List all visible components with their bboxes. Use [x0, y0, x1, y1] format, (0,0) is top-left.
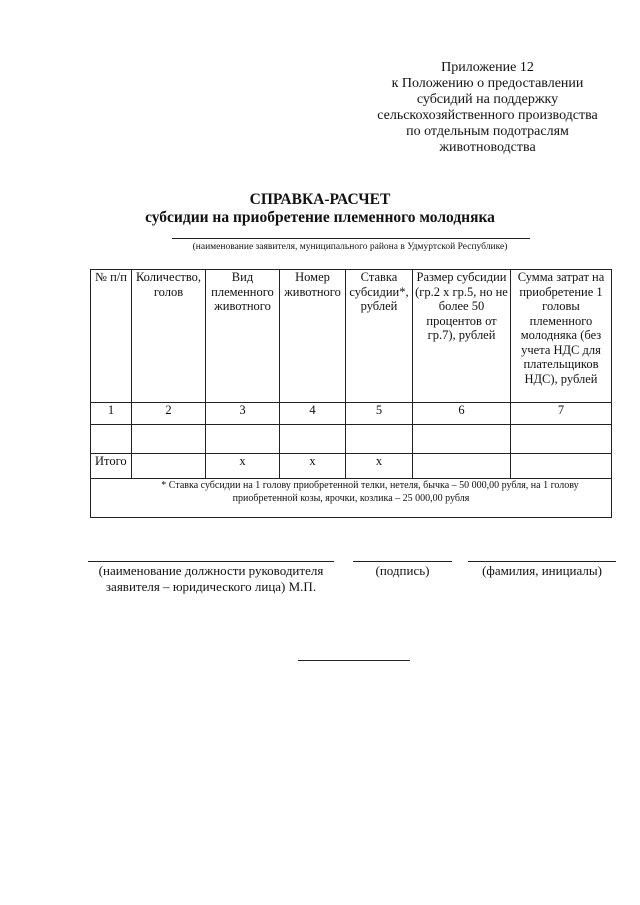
appendix-block — [360, 60, 615, 156]
total-cell — [511, 454, 612, 479]
appendix-line: по отдельным подотраслям — [406, 124, 569, 139]
applicant-caption: (наименование заявителя, муниципального района в Удмуртской Республике) — [192, 242, 508, 252]
total-cell: х — [206, 454, 280, 479]
total-cell — [413, 454, 511, 479]
signature-caption: (подпись) — [375, 563, 430, 578]
signature-line — [353, 561, 452, 562]
position-caption-line: (наименование должности руководителя — [98, 563, 324, 578]
table-cell — [132, 425, 206, 454]
column-number: 1 — [91, 403, 132, 425]
column-number: 6 — [413, 403, 511, 425]
document-title: СПРАВКА-РАСЧЕТ — [249, 191, 391, 208]
name-caption: (фамилия, инициалы) — [482, 563, 602, 578]
closing-line — [298, 660, 410, 661]
header-cell-subsidy-amount: Размер субсидии (гр.2 х гр.5, но не более 50 процентов от гр.7), рублей — [413, 270, 511, 403]
appendix-line: сельскохозяйственного производства — [377, 108, 598, 123]
position-caption — [88, 563, 334, 595]
header-cell-quantity: Количество, голов — [132, 270, 206, 403]
table-header-row — [91, 270, 612, 403]
position-signature-line — [88, 561, 334, 562]
footnote: * Ставка субсидии на 1 голову приобретенной телки, нетеля, бычка – 50 000,00 рубля, на 1 голову приобретенной козы, ярочки, козлика – 25 000,00 рубля — [91, 479, 612, 518]
position-caption-line: заявителя – юридического лица) М.П. — [105, 579, 317, 594]
column-number: 3 — [206, 403, 280, 425]
subsidy-calculation-table — [90, 269, 612, 518]
column-number: 4 — [280, 403, 346, 425]
appendix-line: субсидий на поддержку — [416, 92, 559, 107]
name-signature-line — [468, 561, 616, 562]
column-number: 5 — [346, 403, 413, 425]
table-cell — [511, 425, 612, 454]
table-data-row — [91, 425, 612, 454]
total-row — [91, 454, 612, 479]
total-cell: х — [346, 454, 413, 479]
appendix-line: к Положению о предоставлении — [391, 76, 584, 91]
appendix-line: Приложение 12 — [441, 60, 534, 75]
table-cell — [206, 425, 280, 454]
document-subtitle: субсидии на приобретение племенного молодняка — [145, 209, 495, 226]
total-label: Итого — [91, 454, 132, 479]
table-cell — [346, 425, 413, 454]
table-cell — [91, 425, 132, 454]
applicant-name-line — [172, 238, 530, 239]
appendix-line: животноводства — [439, 140, 536, 155]
header-cell-number: № п/п — [91, 270, 132, 403]
total-cell: х — [280, 454, 346, 479]
header-cell-animal-number: Номер животного — [280, 270, 346, 403]
column-number: 2 — [132, 403, 206, 425]
footnote-row — [91, 479, 612, 518]
header-cell-subsidy-rate: Ставка субсидии*, рублей — [346, 270, 413, 403]
header-cell-animal-type: Вид племенного животного — [206, 270, 280, 403]
total-cell — [132, 454, 206, 479]
column-number-row — [91, 403, 612, 425]
table-cell — [413, 425, 511, 454]
table-cell — [280, 425, 346, 454]
column-number: 7 — [511, 403, 612, 425]
header-cell-cost-sum: Сумма затрат на приобретение 1 головы племенного молодняка (без учета НДС для плательщиков НДС), рублей — [511, 270, 612, 403]
